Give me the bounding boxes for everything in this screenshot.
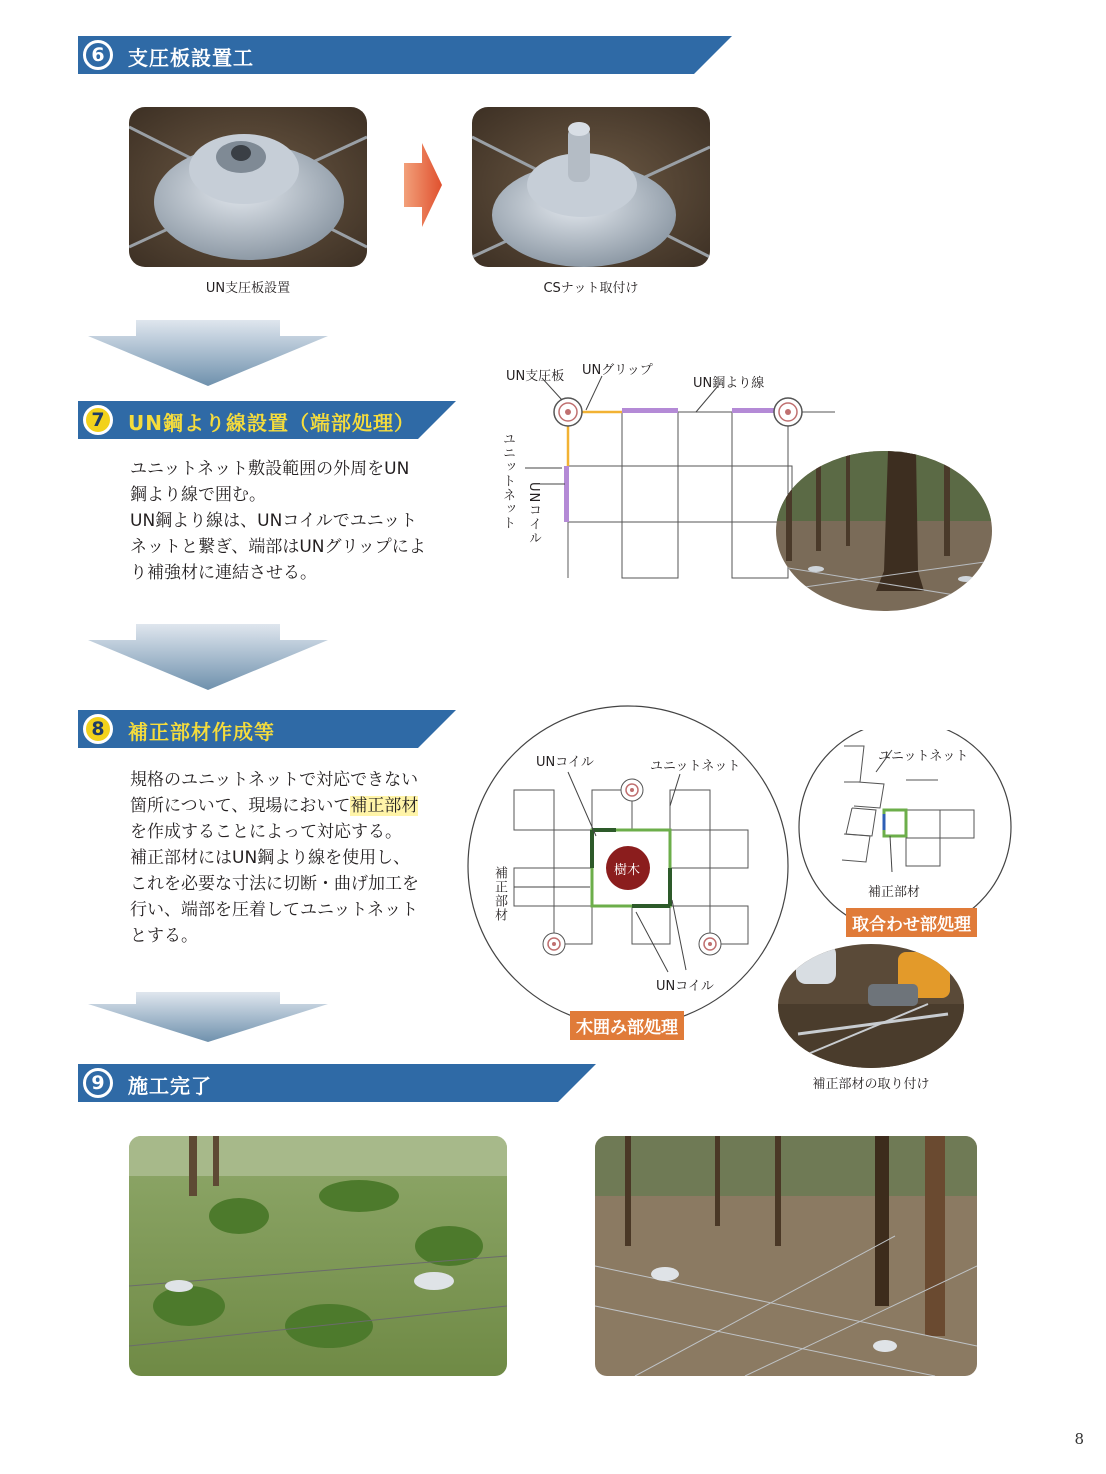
photo-un-bearing-plate — [129, 107, 367, 267]
arrow-right-icon — [404, 143, 442, 231]
photo-correction-member-install — [778, 944, 964, 1068]
highlight-correction-member: 補正部材 — [350, 796, 419, 816]
step-8-description — [130, 767, 450, 949]
step-7-description — [130, 456, 440, 586]
tag-tree-enclosure: 木囲み部処理 — [570, 1011, 684, 1040]
text-line: 行い、端部を圧着してユニットネット — [130, 900, 419, 920]
photo-completed-forest-slope — [595, 1136, 977, 1376]
section-7-banner — [78, 401, 456, 439]
text-line: を作成することによって対応する。 — [130, 822, 402, 842]
tag-junction: 取合わせ部処理 — [846, 908, 977, 937]
section-8-number: 8 — [83, 714, 113, 744]
text-line: ネットと繋ぎ、端部はUNグリップによ — [130, 537, 426, 557]
section-6-title: 支圧板設置工 — [128, 46, 254, 70]
section-7-number: 7 — [83, 405, 113, 435]
tree-enclosure-diagram — [466, 702, 790, 1032]
text-segment: 箇所について、現場において — [130, 796, 351, 816]
arrow-down-icon — [88, 320, 328, 390]
section-6-banner — [78, 36, 732, 74]
label-correction-member: 補正部材 — [868, 885, 921, 900]
page-number: 8 — [1074, 1430, 1084, 1448]
text-line: り補強材に連結させる。 — [130, 563, 317, 583]
text-line: UN鋼より線は、UNコイルでユニット — [130, 511, 418, 531]
caption-un-bearing-plate: UN支圧板設置 — [205, 281, 291, 296]
text-line — [130, 793, 450, 819]
arrow-down-icon — [88, 624, 328, 694]
label-unit-net: ユニットネット — [878, 749, 969, 764]
photo-cs-nut — [472, 107, 710, 267]
label-unit-net: ユニットネット — [650, 759, 741, 774]
caption-correction-member-install: 補正部材の取り付け — [812, 1077, 930, 1092]
label-un-coil-bottom: UNコイル — [656, 979, 714, 994]
text-line: とする。 — [130, 926, 198, 946]
label-un-strand: UN鋼より線 — [693, 376, 765, 391]
label-un-grip: UNグリップ — [582, 363, 653, 378]
arrow-down-icon — [88, 992, 328, 1046]
photo-forest-slope — [776, 451, 992, 611]
label-unit-net: ユニットネット — [500, 432, 515, 530]
label-un-coil: UNコイル — [526, 482, 541, 546]
photo-completed-grass-slope — [129, 1136, 507, 1376]
label-un-bearing-plate: UN支圧板 — [506, 369, 565, 384]
section-9-title: 施工完了 — [128, 1074, 212, 1098]
section-8-title: 補正部材作成等 — [128, 720, 275, 744]
text-line: 規格のユニットネットで対応できない — [130, 770, 419, 790]
text-line: ユニットネット敷設範囲の外周をUN — [130, 459, 410, 479]
section-9-number: 9 — [83, 1068, 113, 1098]
section-9-banner — [78, 1064, 596, 1102]
text-line: 鋼より線で囲む。 — [130, 485, 266, 505]
text-line: これを必要な寸法に切断・曲げ加工を — [130, 874, 419, 894]
section-7-title: UN鋼より線設置（端部処理） — [128, 411, 415, 435]
junction-diagram — [796, 730, 1014, 926]
label-un-coil-top: UNコイル — [536, 755, 594, 770]
section-6-number: 6 — [83, 40, 113, 70]
label-tree: 樹木 — [614, 863, 641, 878]
section-8-banner — [78, 710, 456, 748]
label-correction-member: 補正部材 — [492, 866, 507, 922]
text-line: 補正部材にはUN鋼より線を使用し、 — [130, 848, 411, 868]
caption-cs-nut: CSナット取付け — [543, 281, 639, 296]
